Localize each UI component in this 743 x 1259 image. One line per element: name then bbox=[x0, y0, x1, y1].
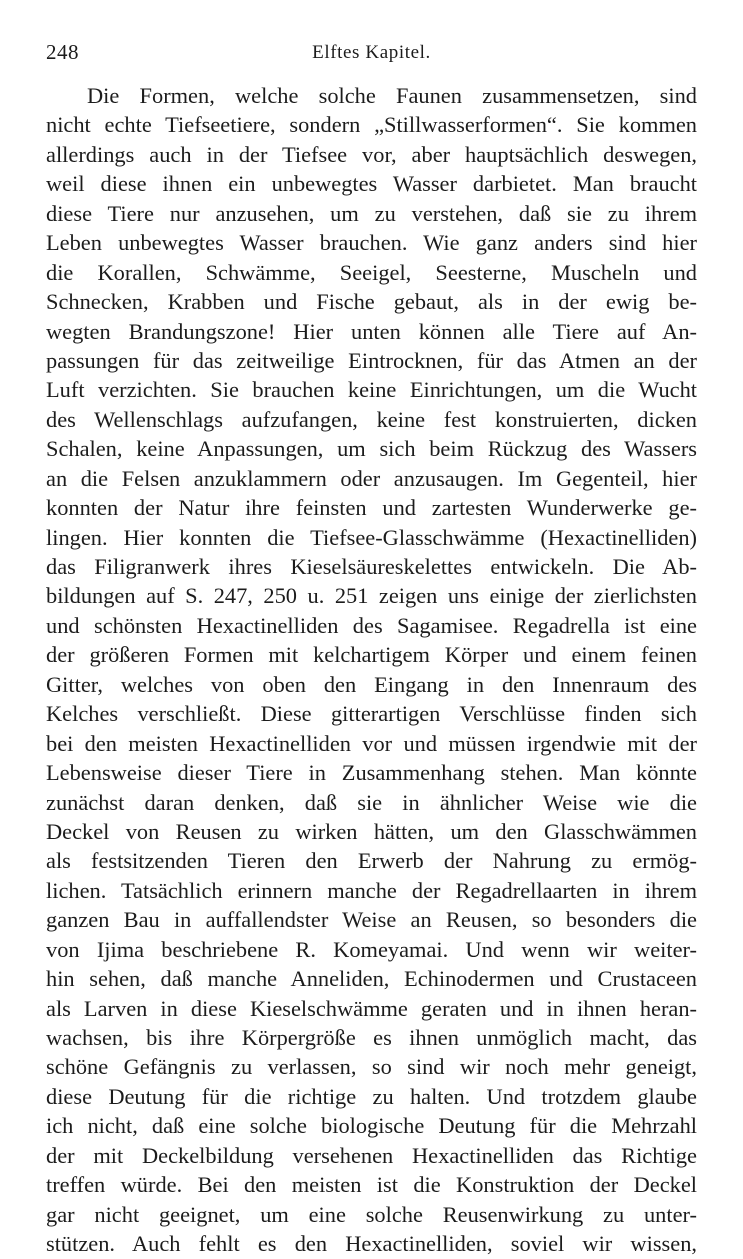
text-line: und schönsten Hexactinelliden des Sagamisee. Regadrella ist eine bbox=[46, 612, 697, 638]
text-line: passungen für das zeitweilige Eintrocknen, für das Atmen an der bbox=[46, 347, 697, 373]
text-line: diese Tiere nur anzusehen, um zu verstehen, daß sie zu ihrem bbox=[46, 200, 697, 226]
text-line: Deckel von Reusen zu wirken hätten, um den Glasschwämmen bbox=[46, 818, 697, 844]
text-line: lichen. Tatsächlich erinnern manche der Regadrellaarten in ihrem bbox=[46, 877, 697, 903]
running-title: Elftes Kapitel. bbox=[312, 42, 431, 63]
text-line: ganzen Bau in auffallendster Weise an Reusen, so besonders die bbox=[46, 907, 697, 933]
text-line: Schalen, keine Anpassungen, um sich beim Rückzug des Wassers bbox=[46, 436, 697, 462]
text-line: stützen. Auch fehlt es den Hexactinelliden, soviel wir wissen, bbox=[46, 1231, 697, 1257]
text-line: Kelches verschließt. Diese gitterartigen Verschlüsse finden sich bbox=[46, 701, 697, 727]
text-line: wegten Brandungszone! Hier unten können alle Tiere auf An- bbox=[46, 318, 697, 344]
text-line: Leben unbewegtes Wasser brauchen. Wie ganz anders sind hier bbox=[46, 230, 697, 256]
text-line: Schnecken, Krabben und Fische gebaut, als in der ewig be- bbox=[46, 289, 697, 315]
text-line: zunächst daran denken, daß sie in ähnlicher Weise wie die bbox=[46, 789, 697, 815]
page-header bbox=[46, 40, 697, 70]
text-line: des Wellenschlags aufzufangen, keine fest konstruierten, dicken bbox=[46, 406, 697, 432]
text-line: Die Formen, welche solche Faunen zusammensetzen, sind bbox=[87, 83, 697, 108]
text-line: bildungen auf S. 247, 250 u. 251 zeigen uns einige der zierlichsten bbox=[46, 583, 697, 609]
text-line: diese Deutung für die richtige zu halten. Und trotzdem glaube bbox=[46, 1083, 697, 1109]
text-line: Gitter, welches von oben den Eingang in den Innenraum des bbox=[46, 671, 697, 697]
text-line: die Korallen, Schwämme, Seeigel, Seesterne, Muscheln und bbox=[46, 259, 697, 285]
body-text bbox=[46, 81, 697, 1259]
text-line: bei den meisten Hexactinelliden vor und müssen irgendwie mit der bbox=[46, 730, 697, 756]
text-line: von Ijima beschriebene R. Komeyamai. Und wenn wir weiter- bbox=[46, 936, 697, 962]
text-line: an die Felsen anzuklammern oder anzusaugen. Im Gegenteil, hier bbox=[46, 465, 697, 491]
text-line: allerdings auch in der Tiefsee vor, aber hauptsächlich deswegen, bbox=[46, 141, 697, 167]
text-line: wachsen, bis ihre Körpergröße es ihnen unmöglich macht, das bbox=[46, 1025, 697, 1050]
text-line: weil diese ihnen ein unbewegtes Wasser darbietet. Man braucht bbox=[46, 171, 697, 197]
text-line: ich nicht, daß eine solche biologische Deutung für die Mehrzahl bbox=[46, 1113, 697, 1139]
page-number: 248 bbox=[46, 40, 79, 64]
text-line: gar nicht geeignet, um eine solche Reusenwirkung zu unter- bbox=[46, 1201, 697, 1227]
text-line: hin sehen, daß manche Anneliden, Echinodermen und Crustaceen bbox=[46, 966, 697, 992]
text-line: der größeren Formen mit kelchartigem Körper und einem feinen bbox=[46, 642, 697, 668]
text-line: Lebensweise dieser Tiere in Zusammenhang stehen. Man könnte bbox=[46, 760, 697, 786]
text-line: nicht echte Tiefseetiere, sondern „Stillwasserformen“. Sie kommen bbox=[46, 112, 697, 138]
text-line: konnten der Natur ihre feinsten und zartesten Wunderwerke ge- bbox=[46, 495, 697, 521]
text-line: als Larven in diese Kieselschwämme geraten und in ihnen heran- bbox=[46, 995, 697, 1021]
text-line: der mit Deckelbildung versehenen Hexactinelliden das Richtige bbox=[46, 1142, 697, 1168]
text-line: Luft verzichten. Sie brauchen keine Einrichtungen, um die Wucht bbox=[46, 377, 697, 403]
text-line: als festsitzenden Tieren den Erwerb der Nahrung zu ermög- bbox=[46, 848, 697, 874]
text-line: das Filigranwerk ihres Kieselsäureskelettes entwickeln. Die Ab- bbox=[46, 554, 697, 579]
text-line: treffen würde. Bei den meisten ist die Konstruktion der Deckel bbox=[46, 1172, 697, 1198]
text-line: schöne Gefängnis zu verlassen, so sind wir noch mehr geneigt, bbox=[46, 1054, 697, 1080]
text-line: lingen. Hier konnten die Tiefsee-Glasschwämme (Hexactinelliden) bbox=[46, 524, 697, 550]
